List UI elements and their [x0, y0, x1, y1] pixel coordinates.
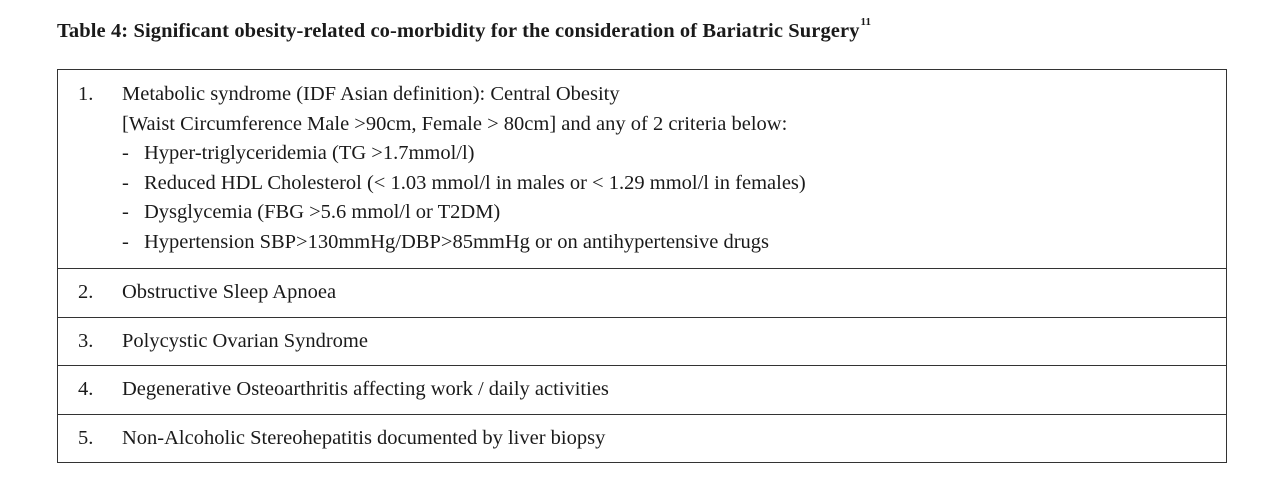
row-title: Obstructive Sleep Apnoea: [122, 281, 337, 303]
bullet-text: Hyper-triglyceridemia (TG >1.7mmol/l): [144, 142, 475, 165]
table-caption: [57, 16, 872, 43]
list-item: [122, 198, 806, 228]
row-title: Degenerative Osteoarthritis affecting work / daily activities: [122, 378, 609, 400]
bullet-text: Reduced HDL Cholesterol (< 1.03 mmol/l in males or < 1.29 mmol/l in females): [144, 171, 806, 194]
list-item: [122, 169, 806, 199]
list-item: [122, 228, 806, 258]
bullet-text: Hypertension SBP>130mmHg/DBP>85mmHg or on antihypertensive drugs: [144, 230, 769, 253]
row-content: [122, 80, 806, 258]
row-title: Metabolic syndrome (IDF Asian definition): Central Obesity: [122, 83, 620, 105]
row-title: Polycystic Ovarian Syndrome: [122, 329, 368, 352]
table-row: [58, 269, 1226, 318]
row-number: 2.: [78, 281, 94, 303]
table-row: [58, 318, 1226, 367]
list-item: [122, 139, 806, 169]
row-number: 5.: [78, 426, 94, 449]
bullet-marker: -: [122, 230, 129, 253]
bullet-marker: -: [122, 171, 129, 194]
bullet-text: Dysglycemia (FBG >5.6 mmol/l or T2DM): [144, 201, 501, 224]
row-number: 1.: [78, 83, 94, 105]
row-number: 3.: [78, 329, 94, 352]
row-detail: [Waist Circumference Male >90cm, Female > 80cm] and any of 2 criteria below:: [122, 112, 788, 135]
bullet-marker: -: [122, 142, 129, 165]
caption-text: Table 4: Significant obesity-related co-morbidity for the consideration of Bariatric Surgery: [57, 20, 860, 42]
table-row: [58, 415, 1226, 464]
table-row: [58, 70, 1226, 269]
row-number: 4.: [78, 378, 94, 400]
comorbidity-table: [57, 69, 1227, 463]
row-title: Non-Alcoholic Stereohepatitis documented by liver biopsy: [122, 426, 606, 449]
bullet-marker: -: [122, 201, 129, 224]
caption-reference: 11: [860, 16, 872, 28]
table-row: [58, 366, 1226, 415]
